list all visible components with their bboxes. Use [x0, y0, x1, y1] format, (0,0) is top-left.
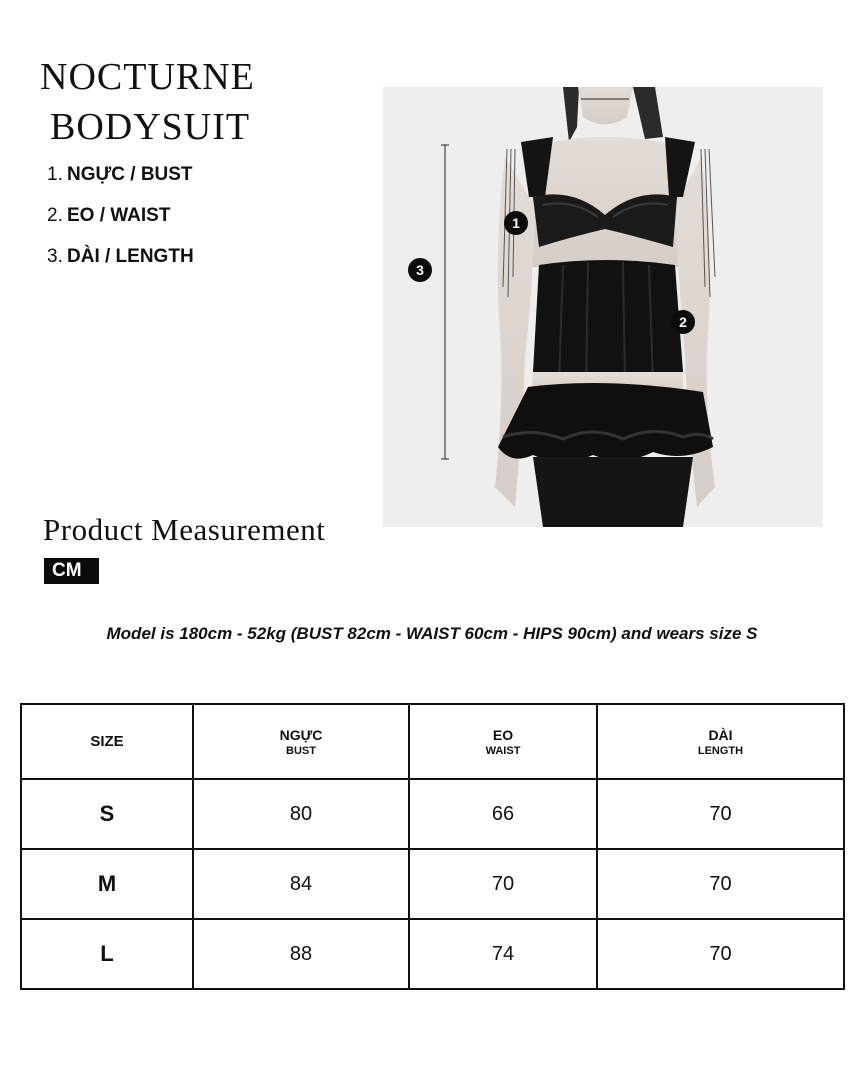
header-bust: [193, 704, 409, 779]
measurement-number: 1.: [47, 164, 63, 185]
unit-badge: CM: [44, 558, 99, 584]
model-note: Model is 180cm - 52kg (BUST 82cm - WAIST 60cm - HIPS 90cm) and wears size S: [106, 624, 758, 643]
header-sublabel: BUST: [286, 744, 316, 757]
size-cell: M: [21, 849, 193, 919]
measurement-item: [47, 201, 194, 242]
model-photo: [383, 87, 823, 527]
header-sublabel: LENGTH: [697, 744, 744, 757]
product-title-line2: BODYSUIT: [50, 106, 251, 148]
measurement-item: [47, 242, 194, 283]
bust-marker: 1: [504, 211, 528, 235]
waist-cell: 74: [409, 919, 597, 989]
length-marker: 3: [408, 258, 432, 282]
size-cell: L: [21, 919, 193, 989]
product-title-line1: NOCTURNE: [40, 56, 255, 98]
header-size: [21, 704, 193, 779]
model-illustration: [383, 87, 823, 527]
header-length: [597, 704, 844, 779]
length-cell: 70: [597, 919, 844, 989]
measurement-label: DÀI / LENGTH: [67, 246, 194, 267]
measurement-item: [47, 160, 194, 201]
table-row: [21, 849, 844, 919]
measurement-label: EO / WAIST: [67, 205, 171, 226]
bust-cell: 84: [193, 849, 409, 919]
length-cell: 70: [597, 779, 844, 849]
waist-cell: 66: [409, 779, 597, 849]
header-waist: [409, 704, 597, 779]
header-label: DÀI: [708, 726, 733, 743]
product-title: [40, 52, 255, 152]
bust-cell: 88: [193, 919, 409, 989]
measurement-number: 2.: [47, 205, 63, 226]
measurement-label: NGỰC / BUST: [67, 164, 193, 185]
header-sublabel: WAIST: [485, 744, 521, 757]
waist-cell: 70: [409, 849, 597, 919]
section-title: Product Measurement: [43, 512, 326, 547]
length-cell: 70: [597, 849, 844, 919]
table-row: [21, 779, 844, 849]
bust-cell: 80: [193, 779, 409, 849]
header-label: EO: [492, 726, 514, 743]
measurement-number: 3.: [47, 246, 63, 267]
size-cell: S: [21, 779, 193, 849]
header-label: NGỰC: [279, 726, 323, 743]
size-chart-table: [20, 703, 845, 990]
measurement-list: [47, 160, 194, 283]
waist-marker: 2: [671, 310, 695, 334]
header-label: SIZE: [90, 732, 124, 750]
table-header-row: [21, 704, 844, 779]
table-row: [21, 919, 844, 989]
